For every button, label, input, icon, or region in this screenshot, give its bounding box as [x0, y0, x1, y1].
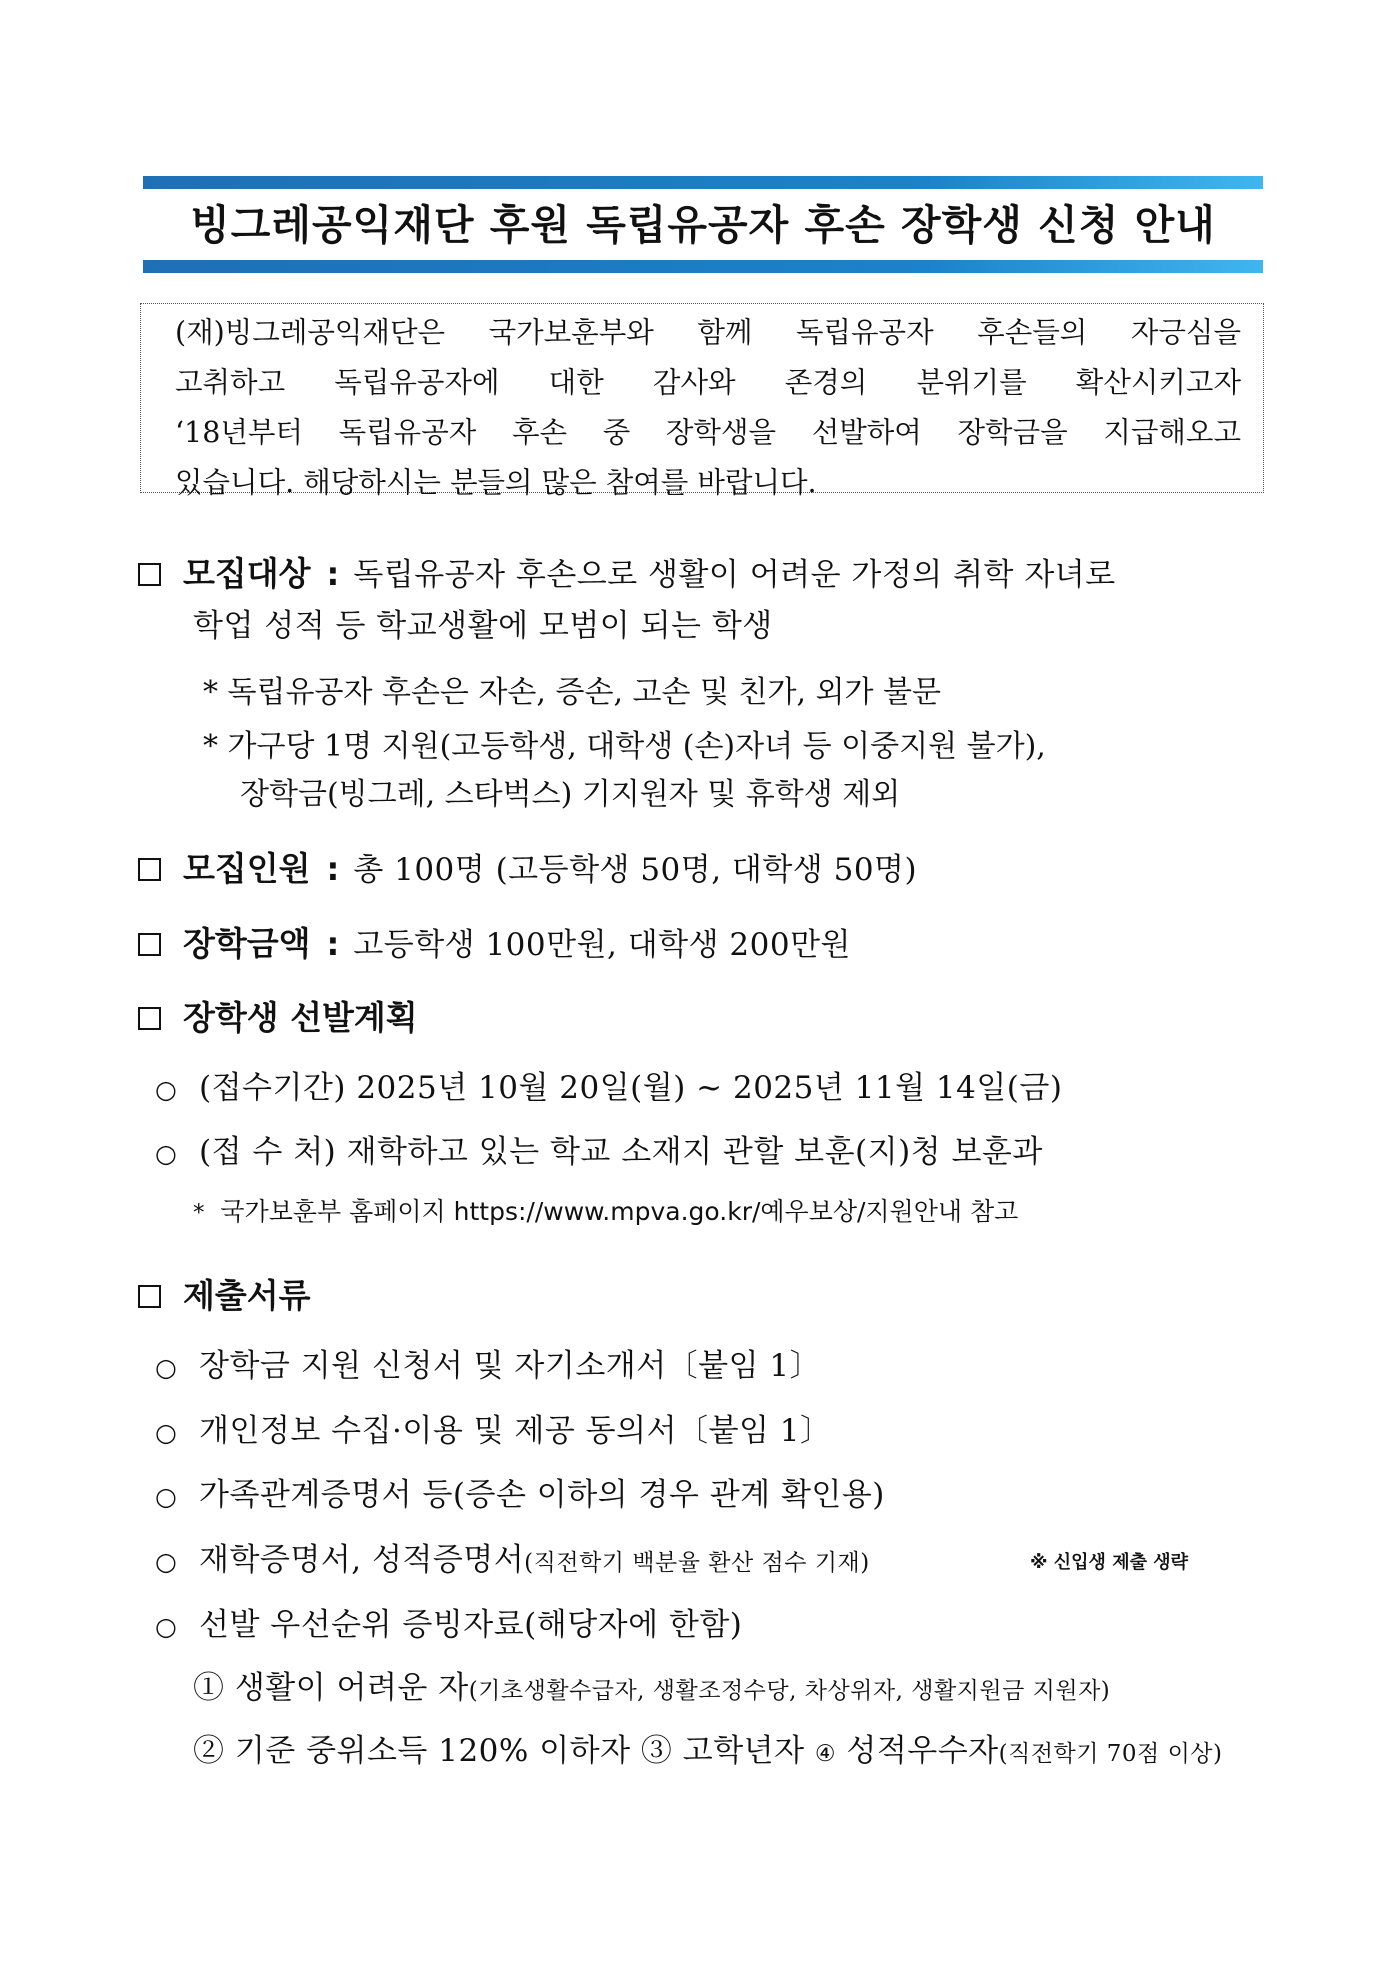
note-line: * 독립유공자 후손은 자손, 증손, 고손 및 친가, 외가 불문	[203, 675, 942, 710]
section-recruit-target	[138, 548, 1116, 595]
colon: :	[326, 925, 340, 963]
circle-bullet-icon: ○	[155, 1075, 178, 1104]
intro-line: (재)빙그레공익재단은 국가보훈부와 함께 독립유공자 후손들의 자긍심을	[175, 316, 1241, 349]
section-scholarship-amount	[138, 918, 851, 965]
section-recruit-count	[138, 843, 917, 890]
note-star: *	[193, 1200, 205, 1226]
note-line: * 가구당 1명 지원(고등학생, 대학생 (손)자녀 등 이중지원 불가),	[203, 729, 1046, 764]
circle-bullet-icon: ○	[155, 1353, 178, 1382]
priority-item	[193, 1662, 1110, 1707]
colon: :	[326, 850, 340, 888]
page-title: 빙그레공익재단 후원 독립유공자 후손 장학생 신청 안내	[190, 201, 1216, 249]
section-heading: 모집인원	[183, 849, 311, 888]
period-text: (접수기간) 2025년 10월 20일(월) ~ 2025년 11월 14일(금)	[199, 1070, 1063, 1106]
document-detail: (직전학기 백분율 환산 점수 기재)	[524, 1550, 870, 1576]
checkbox-square-icon	[138, 1285, 161, 1308]
document-text: 재학증명서, 성적증명서	[199, 1542, 525, 1578]
list-item	[155, 1469, 885, 1514]
priority-text: 성적우수자	[846, 1733, 999, 1769]
colon: :	[326, 555, 340, 593]
priority-text: ② 기준 중위소득 120% 이하자 ③ 고학년자	[193, 1733, 805, 1769]
note-text: 국가보훈부 홈페이지 https://www.mpva.go.kr/예우보상/지원안내 참고	[220, 1197, 1019, 1226]
circle-bullet-icon: ○	[155, 1482, 178, 1511]
document-text: 선발 우선순위 증빙자료(해당자에 한함)	[199, 1607, 743, 1643]
checkbox-square-icon	[138, 933, 161, 956]
section-heading: 장학생 선발계획	[183, 998, 418, 1037]
list-item	[155, 1534, 870, 1579]
priority-detail: (기초생활수급자, 생활조정수당, 차상위자, 생활지원금 지원자)	[468, 1678, 1111, 1704]
section-heading: 모집대상	[183, 554, 311, 593]
document-text: 장학금 지원 신청서 및 자기소개서〔붙임 1〕	[199, 1348, 822, 1384]
circle-bullet-icon: ○	[155, 1139, 178, 1168]
section-selection-plan	[138, 992, 418, 1039]
checkbox-square-icon	[138, 1007, 161, 1030]
section-heading: 제출서류	[183, 1276, 311, 1315]
priority-number: ④	[814, 1741, 837, 1767]
intro-line: 고취하고 독립유공자에 대한 감사와 존경의 분위기를 확산시키고자	[175, 366, 1241, 399]
list-item-office	[155, 1126, 1043, 1171]
priority-text: ① 생활이 어려운 자	[193, 1670, 469, 1706]
section-text: 독립유공자 후손으로 생활이 어려운 가정의 취학 자녀로	[353, 557, 1116, 593]
title-bar-bottom	[143, 260, 1263, 273]
section-text: 총 100명 (고등학생 50명, 대학생 50명)	[353, 852, 918, 888]
circle-bullet-icon: ○	[155, 1547, 178, 1576]
list-item-period	[155, 1062, 1062, 1107]
checkbox-square-icon	[138, 858, 161, 881]
office-text: (접 수 처) 재학하고 있는 학교 소재지 관할 보훈(지)청 보훈과	[199, 1134, 1043, 1170]
document-text: 가족관계증명서 등(증손 이하의 경우 관계 확인용)	[199, 1477, 885, 1513]
list-item	[155, 1340, 821, 1385]
freshman-note: ※ 신입생 제출 생략	[1030, 1552, 1189, 1573]
title-bar-top	[143, 176, 1263, 189]
intro-box	[140, 303, 1264, 499]
list-item	[155, 1599, 742, 1644]
intro-line: ‘18년부터 독립유공자 후손 중 장학생을 선발하여 장학금을 지급해오고	[175, 416, 1241, 449]
circle-bullet-icon: ○	[155, 1612, 178, 1641]
section-heading: 장학금액	[183, 924, 311, 963]
section-text-continued: 학업 성적 등 학교생활에 모범이 되는 학생	[193, 608, 773, 644]
circle-bullet-icon: ○	[155, 1418, 178, 1447]
section-text: 고등학생 100만원, 대학생 200만원	[353, 927, 851, 963]
priority-detail: (직전학기 70점 이상)	[998, 1741, 1223, 1767]
note-line: 장학금(빙그레, 스타벅스) 기지원자 및 휴학생 제외	[240, 777, 901, 812]
list-note	[193, 1192, 1018, 1228]
priority-item	[193, 1725, 1223, 1770]
list-item	[155, 1405, 831, 1450]
document-text: 개인정보 수집·이용 및 제공 동의서〔붙임 1〕	[199, 1413, 832, 1449]
section-documents	[138, 1270, 311, 1317]
checkbox-square-icon	[138, 563, 161, 586]
intro-line: 있습니다. 해당하시는 분들의 많은 참여를 바랍니다.	[175, 466, 817, 499]
